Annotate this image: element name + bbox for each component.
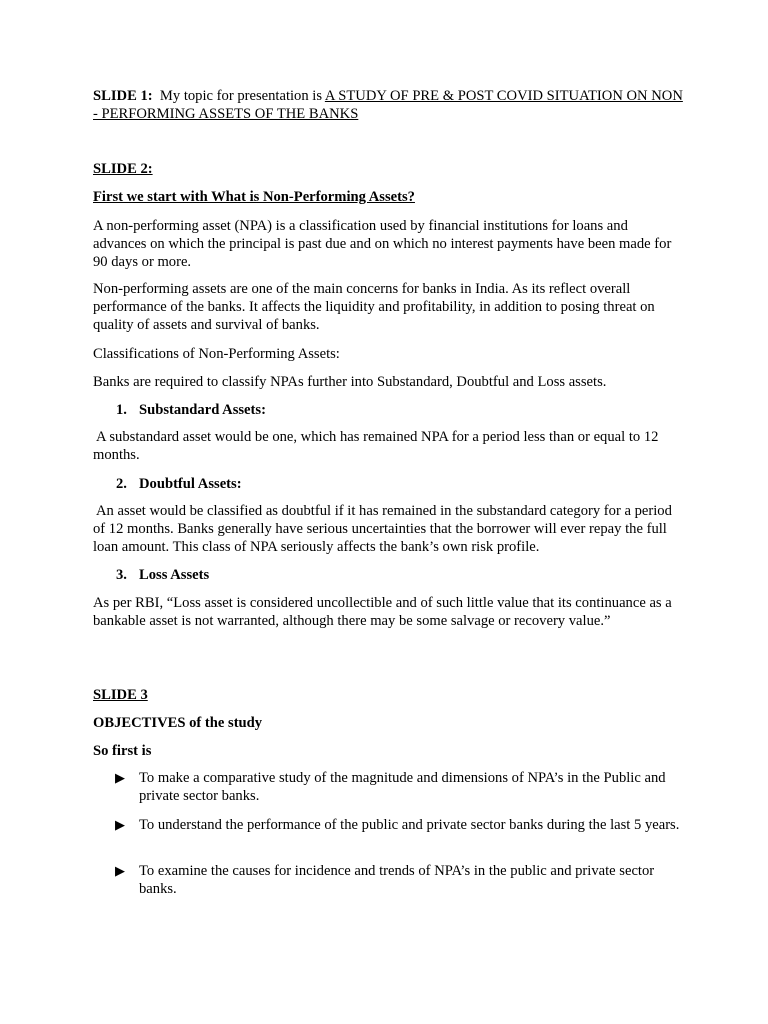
objective-bullet-1 [115,769,683,805]
slide2-question: First we start with What is Non-Performing Assets? [93,189,415,205]
slide1-intro: My topic for presentation is [159,88,323,104]
slide1-paragraph [93,87,683,123]
objective-bullet-3 [115,862,683,898]
classifications-intro: Banks are required to classify NPAs further into Substandard, Doubtful and Loss assets. [93,374,607,390]
right-triangle-icon: ▶ [115,817,125,832]
slide1-label: SLIDE 1: [93,88,153,104]
npa-definition-paragraph: A non-performing asset (NPA) is a classification used by financial institutions for loans and advances on which the principal is past due and on which no interest payments have been made for 90 days or more. [93,218,672,270]
numbered-item-1-heading [116,401,676,419]
objective-bullet-2 [115,816,683,834]
objective-text: To examine the causes for incidence and trends of NPA’s in the public and private sector banks. [139,863,655,897]
item-title: Doubtful Assets: [139,476,242,492]
substandard-description: A substandard asset would be one, which has remained NPA for a period less than or equal to 12 months. [93,429,659,463]
classifications-heading: Classifications of Non-Performing Assets: [93,346,340,362]
numbered-item-3-heading [116,566,676,584]
item-number: 3. [116,567,127,583]
slide2-label: SLIDE 2: [93,161,153,177]
item-number: 2. [116,476,127,492]
loss-description: As per RBI, “Loss asset is considered uncollectible and of such little value that its continuance as a bankable asset is not warranted, although there may be some salvage or recovery value.” [93,595,672,629]
item-title: Substandard Assets: [139,402,266,418]
right-triangle-icon: ▶ [115,863,125,878]
item-title: Loss Assets [139,567,210,583]
doubtful-description: An asset would be classified as doubtful if it has remained in the substandard category for a period of 12 months. Banks generally have serious uncertainties that the borrower will ever repay the full loan amount. This class of NPA seriously affects the bank’s own risk profile. [93,503,672,555]
so-first-label: So first is [93,743,152,759]
slide3-label: SLIDE 3 [93,687,148,703]
npa-concern-paragraph: Non-performing assets are one of the main concerns for banks in India. As its reflect overall performance of the banks. It affects the liquidity and profitability, in addition to posing threat on quality of assets and survival of banks. [93,281,655,333]
document-page [93,0,683,1024]
item-number: 1. [116,402,127,418]
objectives-heading: OBJECTIVES of the study [93,715,263,731]
objective-text: To make a comparative study of the magnitude and dimensions of NPA’s in the Public and private sector banks. [139,770,666,804]
slide1-topic: A STUDY OF PRE & POST COVID SITUATION ON NON - PERFORMING ASSETS OF THE BANKS [93,88,683,122]
right-triangle-icon: ▶ [115,770,125,785]
numbered-item-2-heading [116,475,676,493]
objective-text: To understand the performance of the public and private sector banks during the last 5 years. [139,817,680,833]
